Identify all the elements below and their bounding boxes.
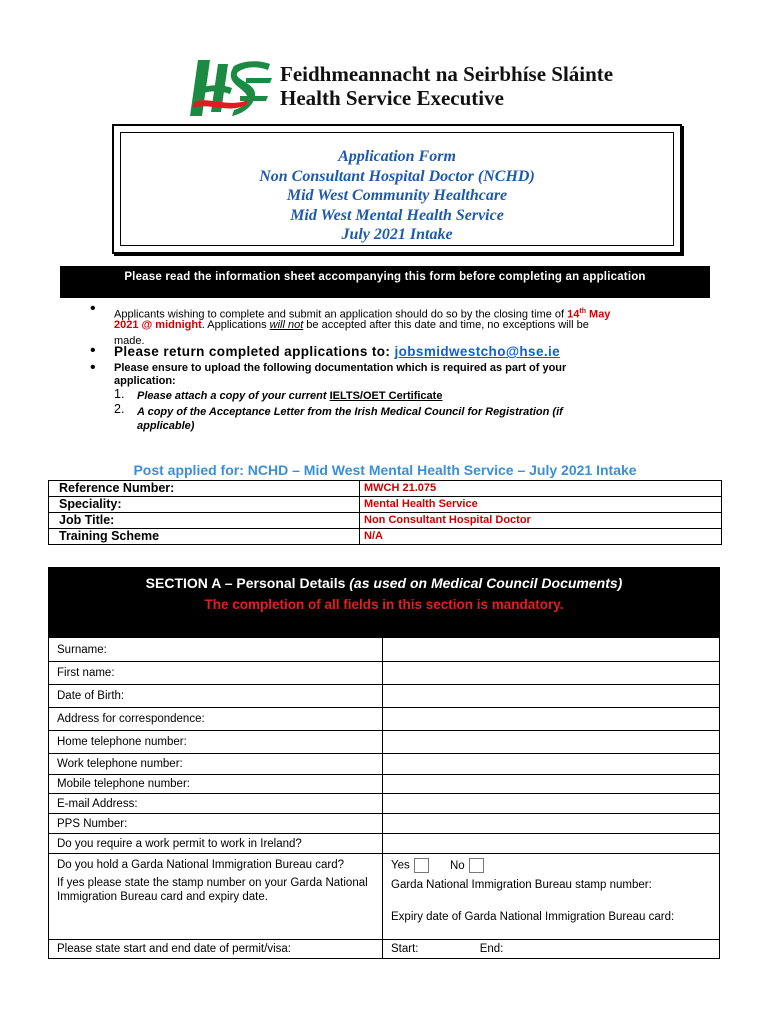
permit-dates-label: Please state start and end date of permit/visa: [49,940,383,959]
yes-checkbox[interactable] [414,858,429,873]
work-phone-input[interactable] [383,754,720,775]
first-name-input[interactable] [383,662,720,685]
email-link[interactable]: jobsmidwestcho@hse.ie [394,344,561,359]
ref-value: MWCH 21.075 [360,481,722,497]
org-name-english: Health Service Executive [280,86,504,110]
field-label-dob: Date of Birth: [49,685,383,708]
no-label: No [449,859,465,872]
title-line-2: Non Consultant Hospital Doctor (NCHD) [259,167,535,185]
section-a-title [48,575,720,591]
work-permit-input[interactable] [383,834,720,854]
yes-label: Yes [391,859,410,872]
field-label-mobile-phone: Mobile telephone number: [49,775,383,794]
bullet-return-applications [114,344,560,359]
title-line-3: Mid West Community Healthcare [286,187,508,204]
closing-date-suffix: th [579,308,586,315]
hse-logo [188,56,274,122]
bullet-upload-docs [114,362,566,388]
bullet-dot-2: • [90,342,96,359]
ielts-oet-certificate: IELTS/OET Certificate [329,390,443,402]
table-row [49,708,720,731]
no-checkbox[interactable] [469,858,484,873]
field-label-address: Address for correspondence: [49,708,383,731]
field-label-surname: Surname: [49,638,383,662]
table-row [49,754,720,775]
closing-date-year: 2021 @ midnight [114,318,202,331]
bullet-closing-time [114,305,704,348]
ref-label: Speciality: [49,497,360,513]
table-row [49,775,720,794]
org-name-irish: Feidhmeannacht na Seirbhíse Sláinte [280,62,614,86]
bullet-dot-1: • [90,300,96,317]
table-row [49,497,722,513]
surname-input[interactable] [383,638,720,662]
title-line-5: July 2021 Intake [341,226,453,243]
will-not-emphasis: will not [269,318,304,331]
permit-dates-cell[interactable] [383,940,720,959]
permit-end-label: End: [479,943,504,955]
ref-value: Mental Health Service [360,497,722,513]
personal-details-table [48,637,720,959]
pps-input[interactable] [383,814,720,834]
garda-answer-cell [383,854,720,940]
table-row [49,529,722,545]
garda-question-cell [49,854,383,940]
table-row [49,731,720,754]
table-row [49,662,720,685]
post-applied-heading: Post applied for: NCHD – Mid West Mental Health Service – July 2021 Intake [133,462,637,478]
section-a-mandatory: The completion of all fields in this section is mandatory. [204,597,564,612]
bullet1-rest: be accepted after this date and time, no exceptions will be [303,318,589,331]
ref-label: Reference Number: [49,481,360,497]
field-label-first-name: First name: [49,662,383,685]
sub-item-2-num: 2. [114,402,125,416]
table-row [49,834,720,854]
field-label-work-phone: Work telephone number: [49,754,383,775]
field-label-email: E-mail Address: [49,794,383,814]
bullet-dot-3: • [90,359,96,376]
field-label-pps: PPS Number: [49,814,383,834]
field-label-work-permit: Do you require a work permit to work in Ireland? [49,834,383,854]
closing-date-day: 14 [567,308,580,321]
ref-label: Job Title: [49,513,360,529]
table-row [49,940,720,959]
mobile-phone-input[interactable] [383,775,720,794]
sub-item-2-line1: A copy of the Acceptance Letter from the Irish Medical Council for Registration (if [137,406,563,418]
ref-value: N/A [360,529,722,545]
table-row [49,685,720,708]
address-input[interactable] [383,708,720,731]
closing-date-month: May [585,308,611,321]
notice-bar: Please read the information sheet accompanying this form before completing an application [60,266,710,298]
title-box-inner [120,132,674,246]
table-row [49,854,720,940]
garda-question-2: If yes please state the stamp number on your Garda National Immigration Bureau card and expiry date. [57,877,368,903]
bullet1-text: Applicants wishing to complete and submit an application should do so by the closing time of [114,308,568,321]
table-row [49,814,720,834]
garda-expiry-label: Expiry date of Garda National Immigration Bureau card: [391,911,675,923]
section-a-title-main: SECTION A – Personal Details [145,575,350,591]
title-line-4: Mid West Mental Health Service [290,206,504,224]
bullet1-line3: made. [114,334,145,347]
table-row [49,794,720,814]
permit-start-label: Start: [391,943,419,955]
upload-line-2: application: [114,375,176,387]
sub-item-1 [137,390,442,402]
title-box [112,124,682,254]
return-label: Please return completed applications to: [114,344,395,359]
sub-item-2 [137,405,563,433]
home-phone-input[interactable] [383,731,720,754]
table-row [49,481,722,497]
sub-item-1-text: Please attach a copy of your current [137,390,330,402]
email-input[interactable] [383,794,720,814]
sub-item-2-line2: applicable) [137,420,195,432]
garda-stamp-label: Garda National Immigration Bureau stamp number: [391,879,652,891]
table-row [49,513,722,529]
table-row [49,638,720,662]
ref-label: Training Scheme [49,529,360,545]
section-a-title-note: (as used on Medical Council Documents) [349,575,623,591]
org-name [280,62,613,110]
bullet1-mid: . Applications [201,318,270,331]
sub-item-1-num: 1. [114,387,125,401]
section-a-header [48,567,720,637]
ref-value: Non Consultant Hospital Doctor [360,513,722,529]
reference-table [48,480,722,545]
garda-question-1: Do you hold a Garda National Immigration Bureau card? [57,859,345,871]
upload-line-1: Please ensure to upload the following documentation which is required as part of your [114,362,567,374]
field-label-home-phone: Home telephone number: [49,731,383,754]
title-line-1: Application Form [338,148,456,165]
dob-input[interactable] [383,685,720,708]
